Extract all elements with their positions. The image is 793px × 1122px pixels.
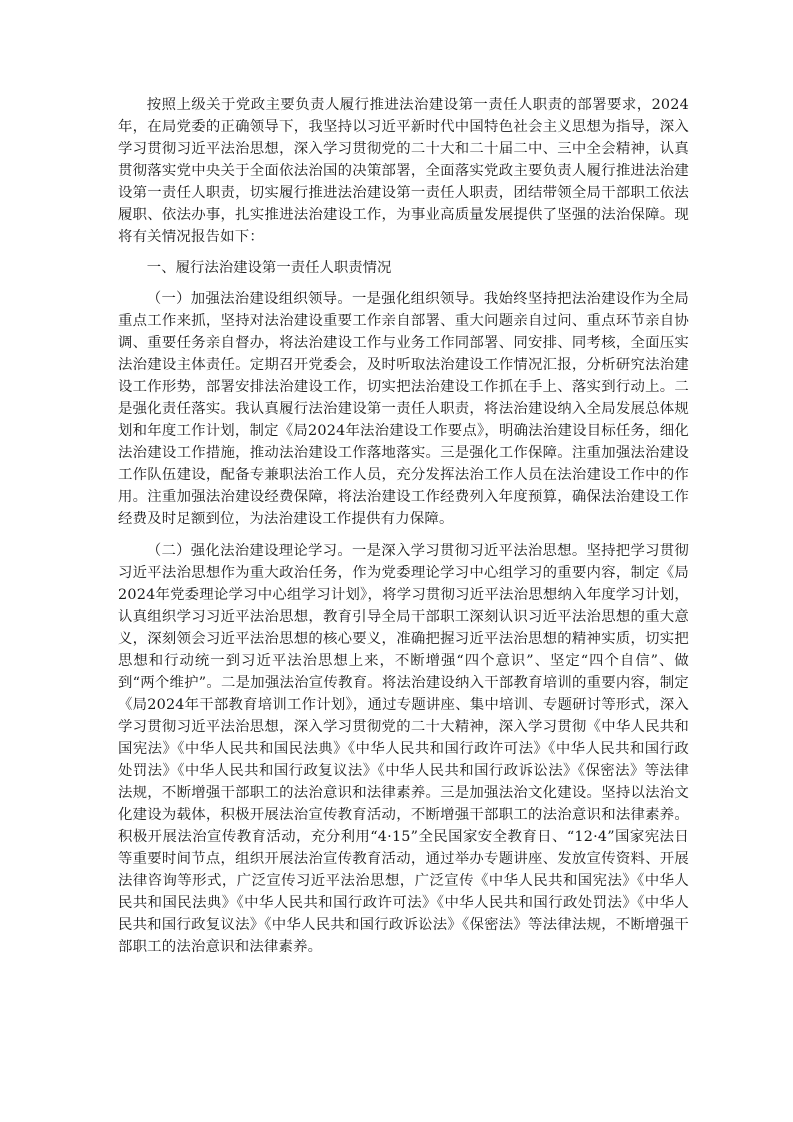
body-paragraph-1: （一）加强法治建设组织领导。一是强化组织领导。我始终坚持把法治建设作为全局重点工作来抓，坚持对法治建设重要工作亲自部署、重大问题亲自过问、重点环节亲自协调、重要任务亲自督办，将法治建设工作与业务工作同部署、同安排、同考核，全面压实法治建设主体责任。定期召开党委会，及时听取法治建设工作情况汇报，分析研究法治建设工作形势，部署安排法治建设工作，切实把法治建设工作抓在手上、落实到行动上。二是强化责任落实。我认真履行法治建设第一责任人职责，将法治建设纳入全局发展总体规划和年度工作计划，制定《局2024年法治建设工作要点》，明确法治建设目标任务，细化法治建设工作措施，推动法治建设工作落地落实。三是强化工作保障。注重加强法治建设工作队伍建设，配备专兼职法治工作人员，充分发挥法治工作人员在法治建设工作中的作用。注重加强法治建设经费保障，将法治建设工作经费列入年度预算，确保法治建设工作经费及时足额到位，为法治建设工作提供有力保障。: [118, 291, 689, 527]
body-paragraph-2: （二）强化法治建设理论学习。一是深入学习贯彻习近平法治思想。坚持把学习贯彻习近平法治思想作为重大政治任务，作为党委理论学习中心组学习的重要内容，制定《局2024年党委理论学习中心组学习计划》，将学习贯彻习近平法治思想纳入年度学习计划，认真组织学习习近平法治思想，教育引导全局干部职工深刻认识习近平法治思想的重大意义，深刻领会习近平法治思想的核心要义，准确把握习近平法治思想的精神实质，切实把思想和行动统一到习近平法治思想上来，不断增强“四个意识”、坚定“四个自信”、做到“两个维护”。二是加强法治宣传教育。将法治建设纳入干部教育培训的重要内容，制定《局2024年干部教育培训工作计划》，通过专题讲座、集中培训、专题研讨等形式，深入学习贯彻习近平法治思想，深入学习贯彻党的二十大精神，深入学习贯彻《中华人民共和国宪法》《中华人民共和国民法典》《中华人民共和国行政许可法》《中华人民共和国行政处罚法》《中华人民共和国行政复议法》《中华人民共和国行政诉讼法》《保密法》等法律法规，不断增强干部职工的法治意识和法律素养。三是加强法治文化建设。坚持以法治文化建设为载体，积极开展法治宣传教育活动，不断增强干部职工的法治意识和法律素养。积极开展法治宣传教育活动，充分利用“4·15”全民国家安全教育日、“12·4”国家宪法日等重要时间节点，组织开展法治宣传教育活动，通过举办专题讲座、发放宣传资料、开展法律咨询等形式，广泛宣传习近平法治思想，广泛宣传《中华人民共和国宪法》《中华人民共和国民法典》《中华人民共和国行政许可法》《中华人民共和国行政处罚法》《中华人民共和国行政复议法》《中华人民共和国行政诉讼法》《保密法》等法律法规，不断增强干部职工的法治意识和法律素养。: [118, 543, 689, 955]
intro-paragraph: 按照上级关于党政主要负责人履行推进法治建设第一责任人职责的部署要求，2024年，在局党委的正确领导下，我坚持以习近平新时代中国特色社会主义思想为指导，深入学习贯彻习近平法治思想，深入学习贯彻党的二十大和二十届二中、三中全会精神，认真贯彻落实党中央关于全面依法治国的决策部署，全面落实党政主要负责人履行推进法治建设第一责任人职责，切实履行推进法治建设第一责任人职责，团结带领全局干部职工依法履职、依法办事，扎实推进法治建设工作，为事业高质量发展提供了坚强的法治保障。现将有关情况报告如下：: [118, 97, 689, 245]
section-heading: 一、履行法治建设第一责任人职责情况: [146, 260, 392, 276]
